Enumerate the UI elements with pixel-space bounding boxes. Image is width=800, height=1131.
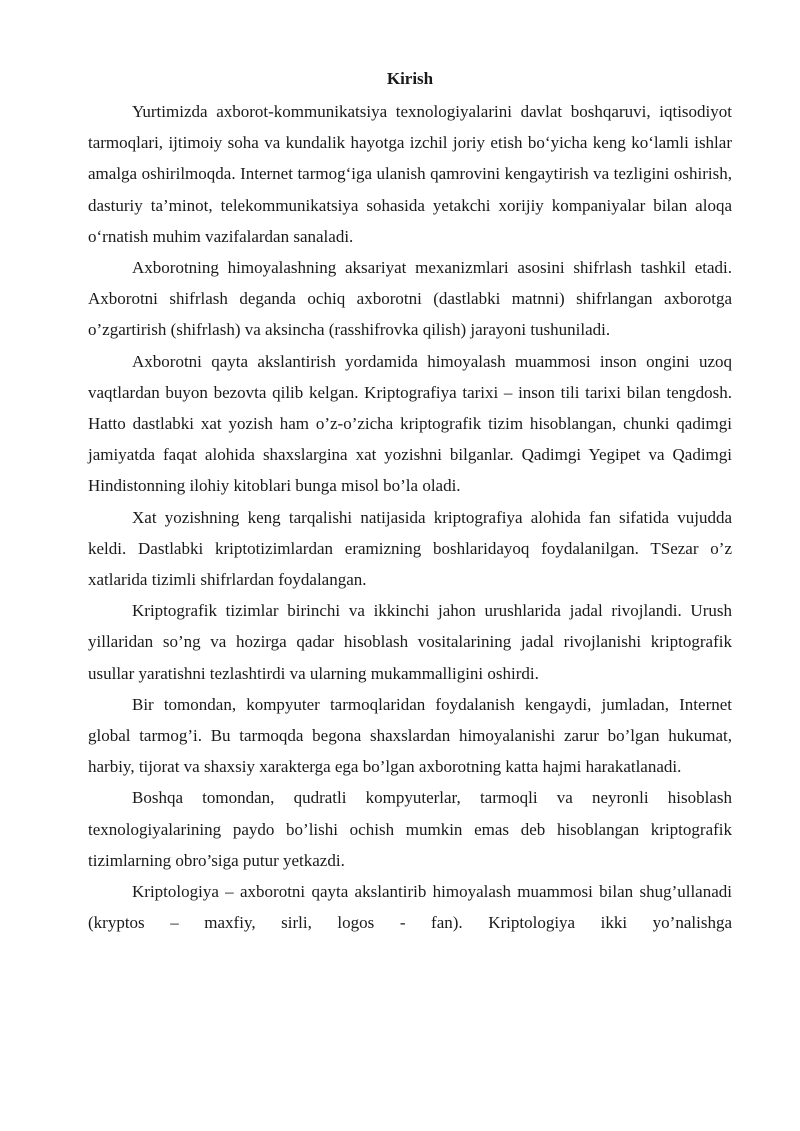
document-title: Kirish [386,69,434,88]
document-page [88,64,732,938]
paragraph-5: Kriptografik tizimlar birinchi va ikkinchi jahon urushlarida jadal rivojlandi. Urush yillaridan so’ng va hozirga qadar hisoblash vositalarining jadal rivojlanishi kriptografik usullar yaratishni tezlashtirdi va ularning mukammalligini oshirdi. [88,601,732,683]
paragraph-3: Axborotni qayta akslantirish yordamida himoyalash muammosi inson ongini uzoq vaqtlardan buyon bezovta qilib kelgan. Kriptografiya tarixi – inson tili tarixi bilan tengdosh. Hatto dastlabki xat yozish ham o’z-o’zicha kriptografik tizim hisoblangan, chunki qadimgi jamiyatda faqat alohida shaxslargina xat yozishni bilganlar. Qadimgi Yegipet va Qadimgi Hindistonning ilohiy kitoblari bunga misol bo’la oladi. [88,351,732,496]
paragraph-6: Bir tomondan, kompyuter tarmoqlaridan foydalanish kengaydi, jumladan, Internet global tarmog’i. Bu tarmoqda begona shaxslardan himoyalanishi zarur bo’lgan hukumat, harbiy, tijorat va shaxsiy xarakterga ega bo’lgan axborotning katta hajmi harakatlanadi. [88,694,732,777]
paragraph-8: Kriptologiya – axborotni qayta akslantirib himoyalash muammosi bilan shug’ullanadi (kryptos – maxfiy, sirli, logos - fan). Kriptologiya ikki yo’nalishga [88,882,732,933]
paragraph-2: Axborotning himoyalashning aksariyat mexanizmlari asosini shifrlash tashkil etadi. Axborotni shifrlash deganda ochiq axborotni (dastlabki matnni) shifrlangan axborotga o’zgartirish (shifrlash) va aksincha (rasshifrovka qilish) jarayoni tushuniladi. [88,258,732,340]
paragraph-7: Boshqa tomondan, qudratli kompyuterlar, tarmoqli va neyronli hisoblash texnologiyalarining paydo bo’lishi ochish mumkin emas deb hisoblangan kriptografik tizimlarning obro’siga putur yetkazdi. [88,788,732,870]
paragraph-1: Yurtimizda axborot-kommunikatsiya texnologiyalarini davlat boshqaruvi, iqtisodiyot tarmoqlari, ijtimoiy soha va kundalik hayotga izchil joriy etish bo‘yicha keng ko‘lamli ishlar amalga oshirilmoqda. Internet tarmog‘iga ulanish qamrovini kengaytirish va tezligini oshirish, dasturiy ta’minot, telekommunikatsiya sohasida yetakchi xorijiy kompaniyalar bilan aloqa o‘rnatish muhim vazifalardan sanaladi. [88,102,732,246]
paragraph-4: Xat yozishning keng tarqalishi natijasida kriptografiya alohida fan sifatida vujudda keldi. Dastlabki kriptotizimlardan eramizning boshlaridayoq foydalanilgan. TSezar o’z xatlarida tizimli shifrlardan foydalangan. [88,507,732,590]
